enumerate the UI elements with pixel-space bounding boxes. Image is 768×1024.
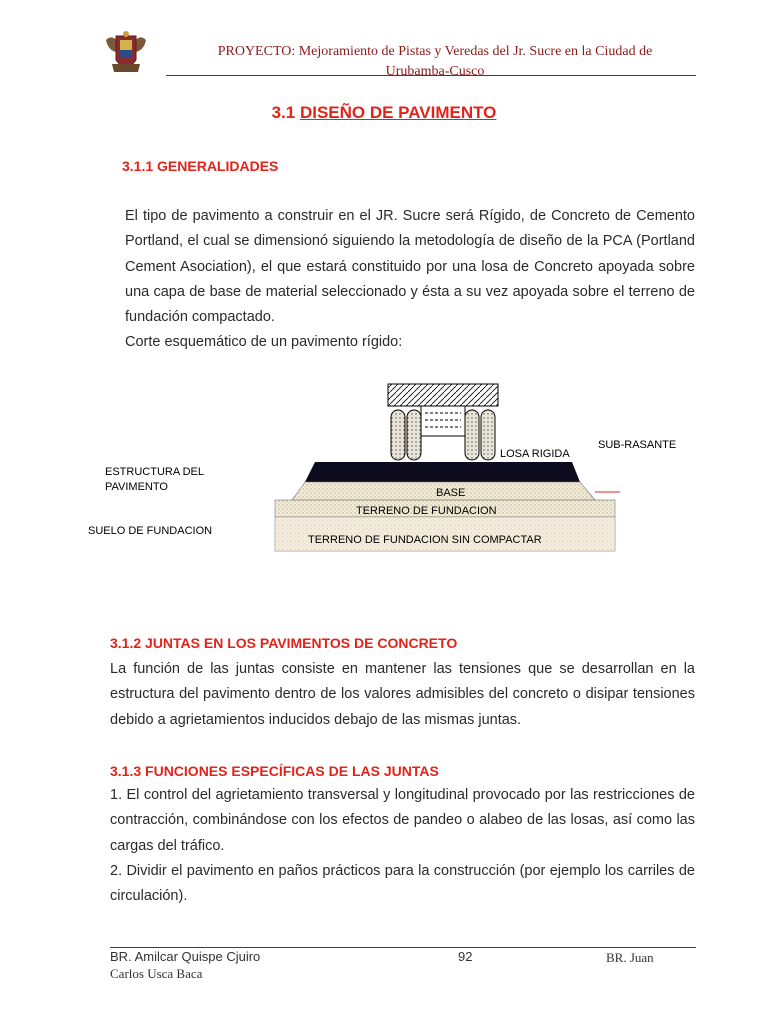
list-item-1: 1. El control del agrietamiento transversal y longitudinal provocado por las restricciones de contracción, combinándose con los efectos de pandeo o alabeo de las losas, así como las cargas del tráfico. — [110, 787, 695, 854]
paragraph-generalidades: El tipo de pavimento a construir en el JR. Sucre será Rígido, de Concreto de Cemento Portland, el cual se dimensionó siguiendo la metodología de diseño de la PCA (Portland Cement Asociation), el que estará constituido por una losa de Concreto apoyada sobre una capa de base de material seleccionado y ésta a su vez apoyada sobre el terreno de fundación compactado. — [125, 208, 695, 326]
footer-author-left: BR. Amilcar Quispe Cjuiro — [110, 949, 261, 964]
page-number: 92 — [458, 949, 473, 964]
heading-generalidades: 3.1.1 GENERALIDADES — [122, 158, 279, 174]
university-crest-logo — [102, 30, 150, 80]
footer-rule — [110, 947, 696, 948]
label-sub-rasante: SUB-RASANTE — [598, 439, 677, 451]
heading-juntas: 3.1.2 JUNTAS EN LOS PAVIMENTOS DE CONCRETO — [110, 635, 458, 651]
diagram-caption: Corte esquemático de un pavimento rígido: — [125, 334, 403, 350]
footer-author-right-cont: Carlos Usca Baca — [110, 966, 203, 981]
heading-funciones-juntas: 3.1.3 FUNCIONES ESPECÍFICAS DE LAS JUNTAS — [110, 763, 439, 779]
label-terreno-fundacion: TERRENO DE FUNDACION — [356, 505, 497, 517]
label-losa-rigida: LOSA RIGIDA — [500, 448, 570, 460]
pavement-cross-section-diagram — [270, 380, 620, 555]
label-terreno-sin-compactar: TERRENO DE FUNDACION SIN COMPACTAR — [308, 534, 542, 546]
header-rule — [166, 75, 696, 76]
header-title — [170, 42, 700, 82]
label-base: BASE — [436, 487, 466, 499]
label-estructura-pavimento: ESTRUCTURA DEL PAVIMENTO — [105, 466, 204, 493]
header-line-2: Urubamba-Cusco — [385, 64, 485, 79]
section-title-text: DISEÑO DE PAVIMENTO — [299, 103, 497, 122]
section-title — [0, 103, 768, 123]
section-number: 3.1 — [271, 103, 296, 122]
list-item-2: 2. Dividir el pavimento en paños prácticos para la construcción (por ejemplo los carriles de circulación). — [110, 863, 695, 905]
header-line-1: PROYECTO: Mejoramiento de Pistas y Veredas del Jr. Sucre en la Ciudad de — [217, 44, 653, 59]
paragraph-juntas: La función de las juntas consiste en mantener las tensiones que se desarrollan en la estructura del pavimento dentro de los valores admisibles del concreto o disipar tensiones debido a agrietamientos inducidos debajo de las mismas juntas. — [110, 661, 695, 728]
label-suelo-fundacion: SUELO DE FUNDACION — [88, 525, 213, 537]
footer-author-right: BR. Juan — [606, 950, 654, 965]
